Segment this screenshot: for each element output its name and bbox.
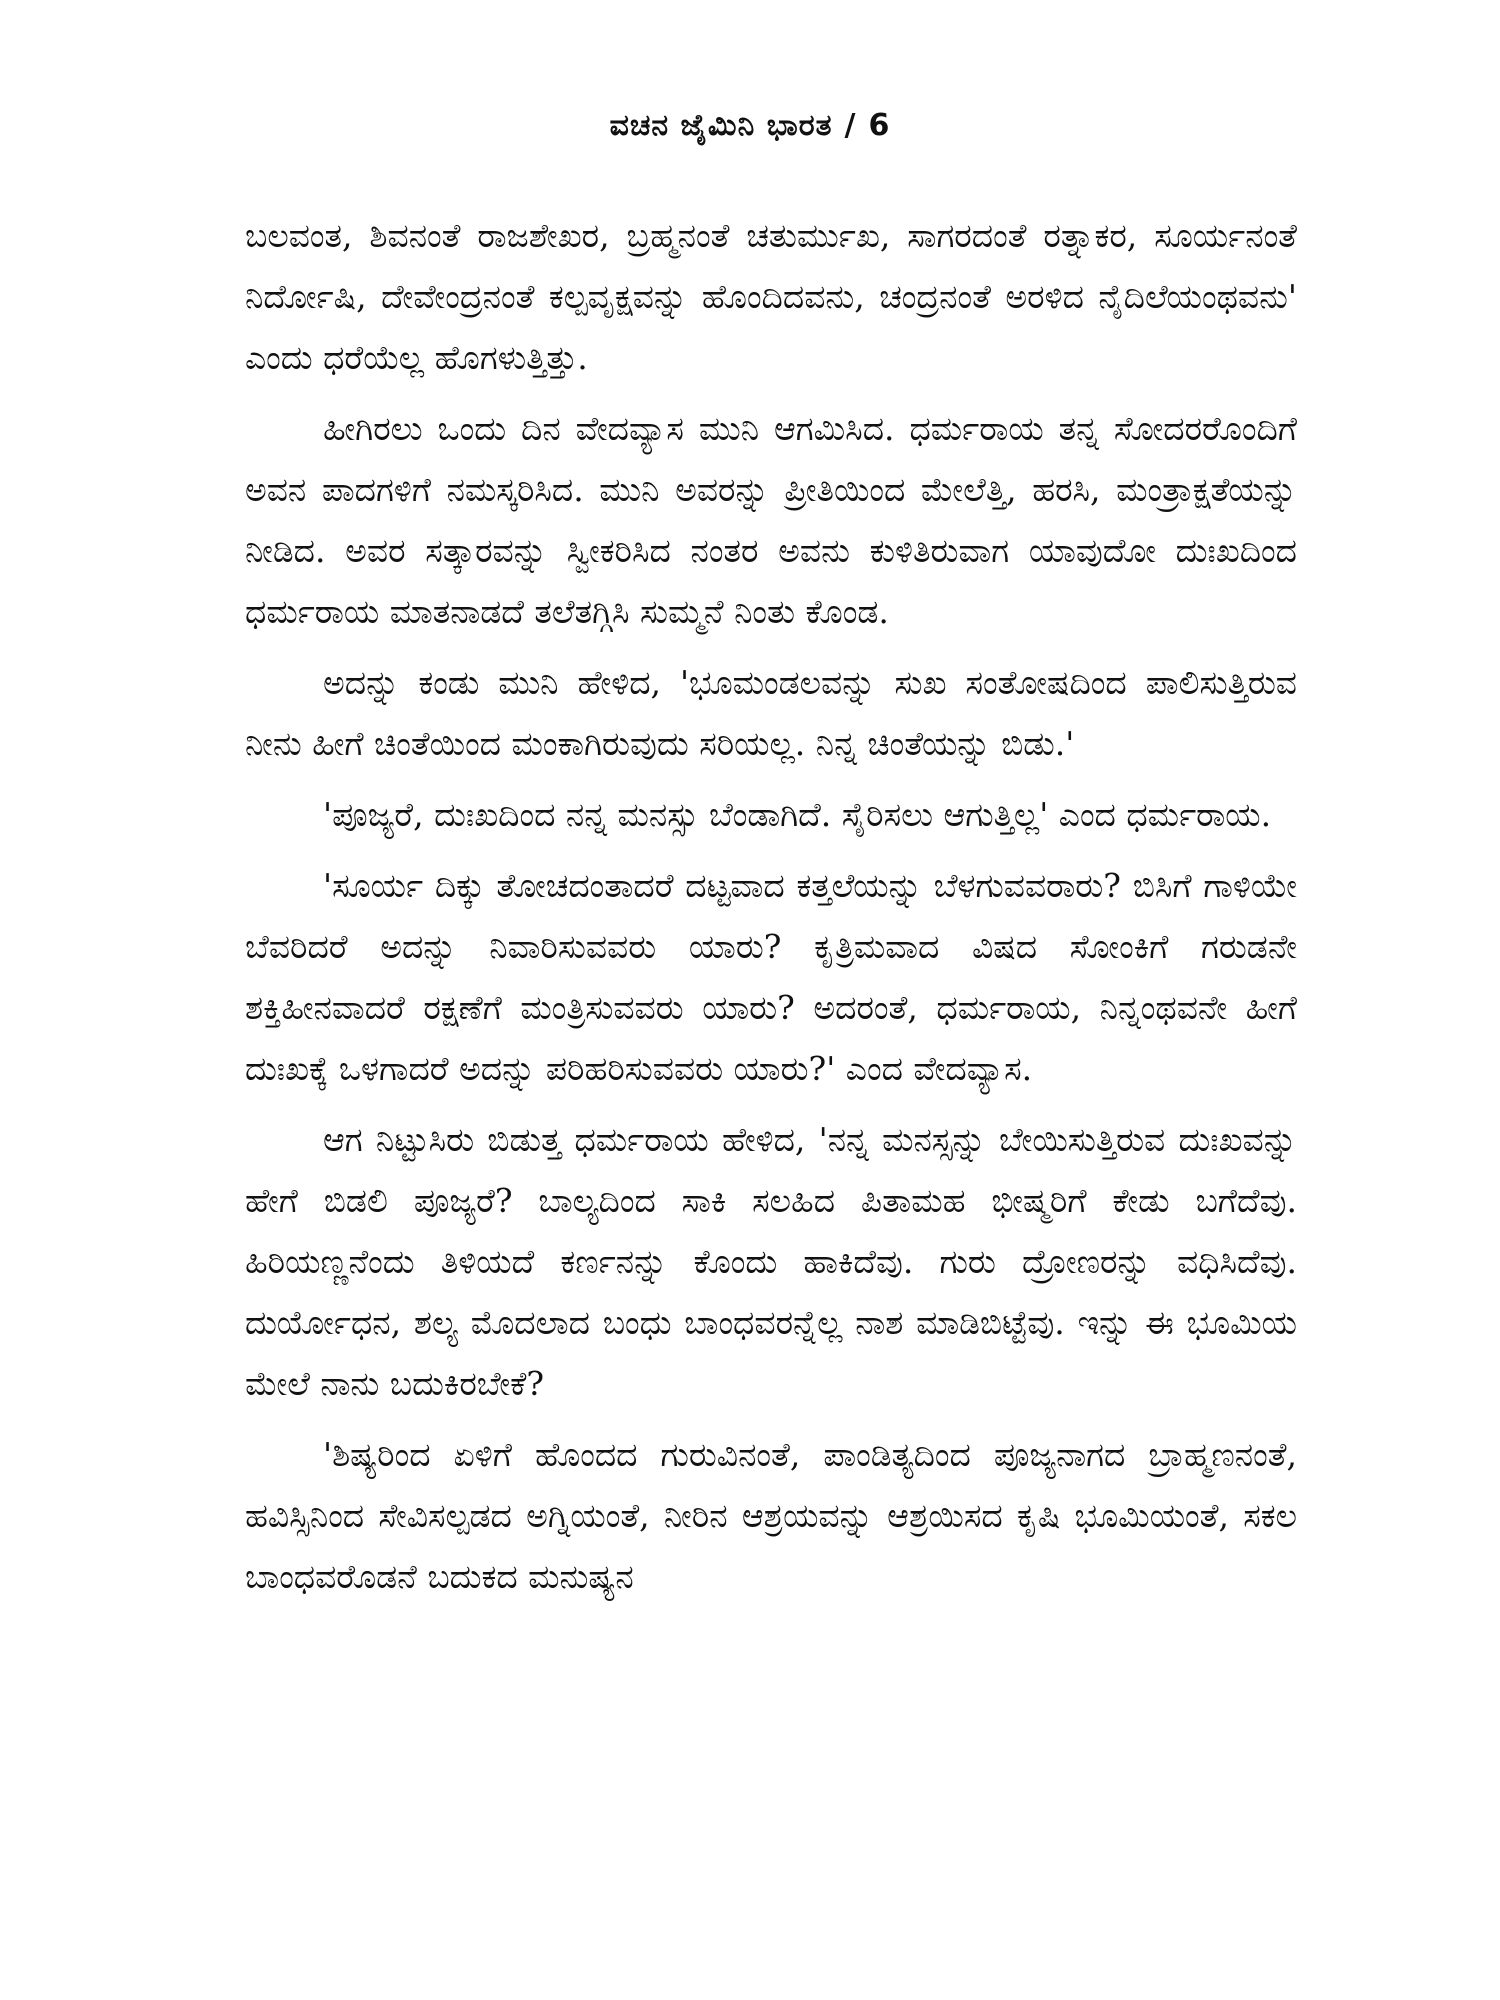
paragraph: 'ಶಿಷ್ಯರಿಂದ ಏಳಿಗೆ ಹೊಂದದ ಗುರುವಿನಂತೆ, ಪಾಂಡಿತ್ಯದಿಂದ ಪೂಜ್ಯನಾಗದ ಬ್ರಾಹ್ಮಣನಂತೆ, ಹವಿಸ್ಸಿನಿಂದ ಸೇವಿಸಲ್ಪಡದ ಅಗ್ನಿಯಂತೆ, ನೀರಿನ ಆಶ್ರಯವನ್ನು ಆಶ್ರಯಿಸದ ಕೃಷಿ ಭೂಮಿಯಂತೆ, ಸಕಲ ಬಾಂಧವರೊಡನೆ ಬದುಕದ ಮನುಷ್ಯನ <box>245 1435 1297 1596</box>
running-header <box>0 108 1500 143</box>
header-separator: / <box>844 108 857 143</box>
paragraph: ಆಗ ನಿಟ್ಟುಸಿರು ಬಿಡುತ್ತ ಧರ್ಮರಾಯ ಹೇಳಿದ, 'ನನ್ನ ಮನಸ್ಸನ್ನು ಬೇಯಿಸುತ್ತಿರುವ ದುಃಖವನ್ನು ಹೇಗೆ ಬಿಡಲಿ ಪೂಜ್ಯರೆ? ಬಾಲ್ಯದಿಂದ ಸಾಕಿ ಸಲಹಿದ ಪಿತಾಮಹ ಭೀಷ್ಮರಿಗೆ ಕೇಡು ಬಗೆದೆವು. ಹಿರಿಯಣ್ಣನೆಂದು ತಿಳಿಯದೆ ಕರ್ಣನನ್ನು ಕೊಂದು ಹಾಕಿದೆವು. ಗುರು ದ್ರೋಣರನ್ನು ವಧಿಸಿದೆವು. ದುರ್ಯೋಧನ, ಶಲ್ಯ ಮೊದಲಾದ ಬಂಧು ಬಾಂಧವರನ್ನೆಲ್ಲ ನಾಶ ಮಾಡಿಬಿಟ್ಟೆವು. ಇನ್ನು ಈ ಭೂಮಿಯ ಮೇಲೆ ನಾನು ಬದುಕಿರಬೇಕೆ? <box>245 1120 1297 1403</box>
paragraph-continued: ಬಲವಂತ, ಶಿವನಂತೆ ರಾಜಶೇಖರ, ಬ್ರಹ್ಮನಂತೆ ಚತುರ್ಮುಖ, ಸಾಗರದಂತೆ ರತ್ನಾಕರ, ಸೂರ್ಯನಂತೆ ನಿರ್ದೋಷಿ, ದೇವೇಂದ್ರನಂತೆ ಕಲ್ಪವೃಕ್ಷವನ್ನು ಹೊಂದಿದವನು, ಚಂದ್ರನಂತೆ ಅರಳಿದ ನೈದಿಲೆಯಂಥವನು' ಎಂದು ಧರೆಯೆಲ್ಲ ಹೊಗಳುತ್ತಿತ್ತು. <box>245 216 1297 377</box>
paragraph: ಹೀಗಿರಲು ಒಂದು ದಿನ ವೇದವ್ಯಾಸ ಮುನಿ ಆಗಮಿಸಿದ. ಧರ್ಮರಾಯ ತನ್ನ ಸೋದರರೊಂದಿಗೆ ಅವನ ಪಾದಗಳಿಗೆ ನಮಸ್ಕರಿಸಿದ. ಮುನಿ ಅವರನ್ನು ಪ್ರೀತಿಯಿಂದ ಮೇಲೆತ್ತಿ, ಹರಸಿ, ಮಂತ್ರಾಕ್ಷತೆಯನ್ನು ನೀಡಿದ. ಅವರ ಸತ್ಕಾರವನ್ನು ಸ್ವೀಕರಿಸಿದ ನಂತರ ಅವನು ಕುಳಿತಿರುವಾಗ ಯಾವುದೋ ದುಃಖದಿಂದ ಧರ್ಮರಾಯ ಮಾತನಾಡದೆ ತಲೆತಗ್ಗಿಸಿ ಸುಮ್ಮನೆ ನಿಂತು ಕೊಂಡ. <box>245 409 1297 631</box>
paragraph: ಅದನ್ನು ಕಂಡು ಮುನಿ ಹೇಳಿದ, 'ಭೂಮಂಡಲವನ್ನು ಸುಖ ಸಂತೋಷದಿಂದ ಪಾಲಿಸುತ್ತಿರುವ ನೀನು ಹೀಗೆ ಚಿಂತೆಯಿಂದ ಮಂಕಾಗಿರುವುದು ಸರಿಯಲ್ಲ. ನಿನ್ನ ಚಿಂತೆಯನ್ನು ಬಿಡು.' <box>245 663 1297 763</box>
paragraph: 'ಪೂಜ್ಯರೆ, ದುಃಖದಿಂದ ನನ್ನ ಮನಸ್ಸು ಬೆಂಡಾಗಿದೆ. ಸೈರಿಸಲು ಆಗುತ್ತಿಲ್ಲ' ಎಂದ ಧರ್ಮರಾಯ. <box>323 795 1272 834</box>
book-title: ವಚನ ಜೈಮಿನಿ ಭಾರತ <box>609 108 833 143</box>
body-text <box>245 205 1297 1617</box>
paragraph: 'ಸೂರ್ಯ ದಿಕ್ಕು ತೋಚದಂತಾದರೆ ದಟ್ಟವಾದ ಕತ್ತಲೆಯನ್ನು ಬೆಳಗುವವರಾರು? ಬಿಸಿಗೆ ಗಾಳಿಯೇ ಬೆವರಿದರೆ ಅದನ್ನು ನಿವಾರಿಸುವವರು ಯಾರು? ಕೃತ್ರಿಮವಾದ ವಿಷದ ಸೋಂಕಿಗೆ ಗರುಡನೇ ಶಕ್ತಿಹೀನವಾದರೆ ರಕ್ಷಣೆಗೆ ಮಂತ್ರಿಸುವವರು ಯಾರು? ಅದರಂತೆ, ಧರ್ಮರಾಯ, ನಿನ್ನಂಥವನೇ ಹೀಗೆ ದುಃಖಕ್ಕೆ ಒಳಗಾದರೆ ಅದನ್ನು ಪರಿಹರಿಸುವವರು ಯಾರು?' ಎಂದ ವೇದವ್ಯಾಸ. <box>245 866 1297 1088</box>
page-number: 6 <box>868 108 891 143</box>
